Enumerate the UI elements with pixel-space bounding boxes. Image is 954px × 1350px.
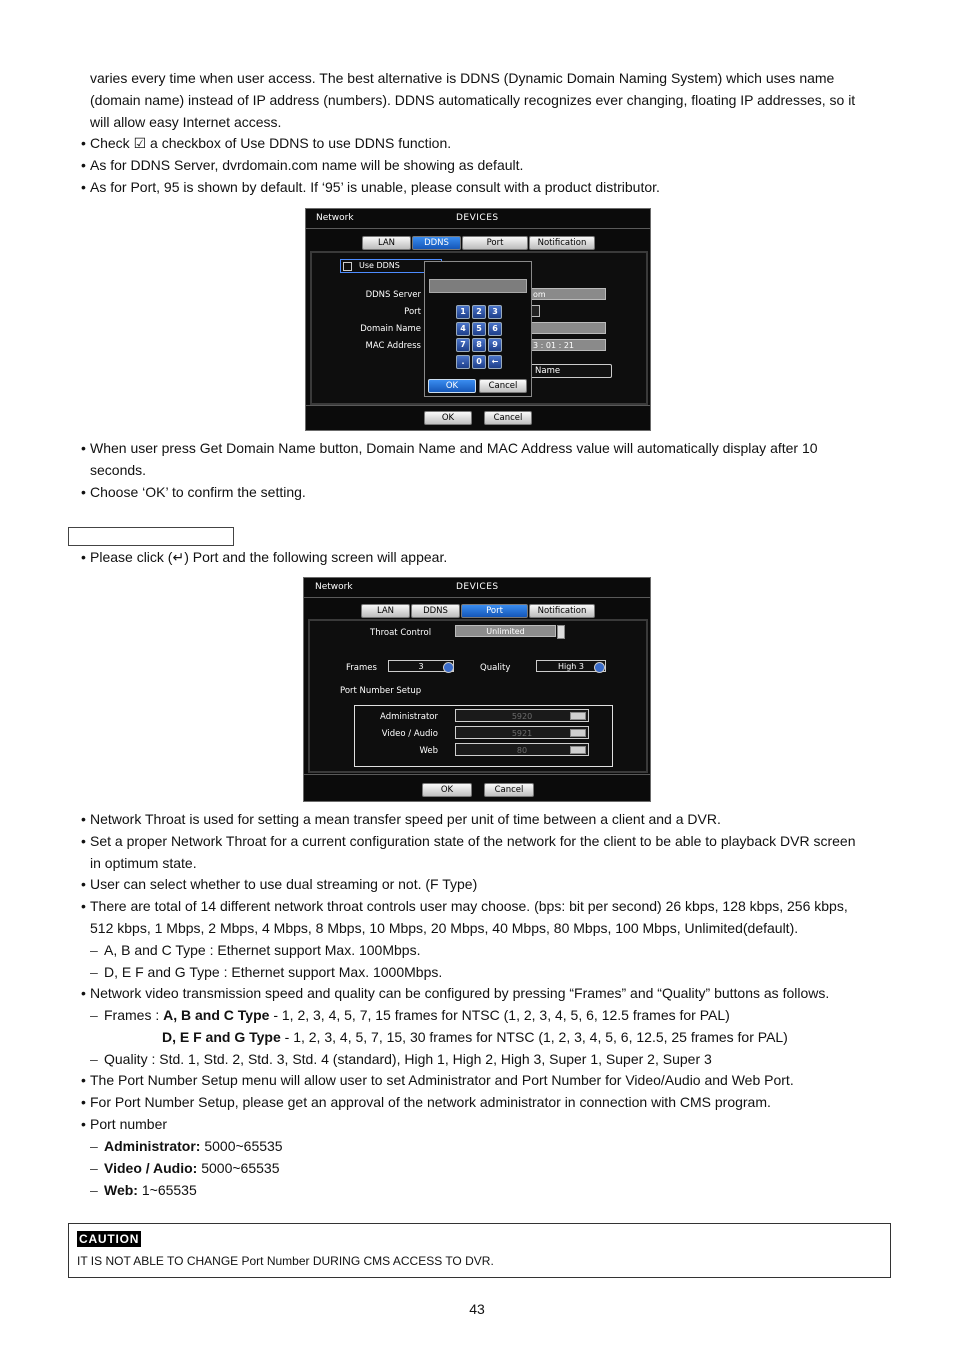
list-item: • Choose ‘OK’ to confirm the setting.	[81, 484, 306, 500]
cancel-button[interactable]: Cancel	[484, 783, 534, 797]
list-item: – Web: 1~65535	[90, 1182, 197, 1198]
list-item: D, E F and G Type - 1, 2, 3, 4, 5, 7, 15, 30 frames for NTSC (1, 2, 3, 4, 5, 6, 12.5, 25 frames for PAL)	[162, 1029, 788, 1045]
key-backspace[interactable]: ←	[488, 355, 502, 369]
list-item: • For Port Number Setup, please get an approval of the network administrator in connection with CMS program.	[81, 1094, 771, 1110]
tab-ddns[interactable]: DDNS	[412, 236, 461, 250]
list-item: – Video / Audio: 5000~65535	[90, 1160, 280, 1176]
list-item: • The Port Number Setup menu will allow user to set Administrator and Port Number for Video/Audio and Web Port.	[81, 1072, 794, 1088]
screen-title-network: Network	[315, 582, 353, 592]
mac-address-field: 3 : 01 : 21	[528, 339, 606, 351]
ddns-server-label: DDNS Server	[365, 290, 421, 300]
ok-button[interactable]: OK	[422, 783, 472, 797]
key-5[interactable]: 5	[472, 322, 486, 336]
keypad-ok-button[interactable]: OK	[428, 379, 476, 393]
list-item: • As for Port, 95 is shown by default. If ‘95’ is unable, please consult with a product distributor.	[81, 179, 660, 195]
virtual-keypad	[424, 261, 532, 397]
keyboard-icon[interactable]	[570, 746, 586, 754]
key-6[interactable]: 6	[488, 322, 502, 336]
port-screenshot	[303, 577, 651, 802]
tab-port[interactable]: Port	[461, 604, 528, 618]
key-9[interactable]: 9	[488, 338, 502, 352]
tab-notification[interactable]: Notification	[529, 604, 595, 618]
keyboard-icon[interactable]	[570, 729, 586, 737]
page-number: 43	[469, 1301, 485, 1317]
list-item: • Port number	[81, 1116, 168, 1132]
list-item: • There are total of 14 different network throat controls user may choose. (bps: bit per second) 26 kbps, 128 kbps, 256 kbps, 512 kbps, 1 Mbps, 2 Mbps, 4 Mbps, 8 Mbps, 10 Mbps, 20 Mbps, 40 Mbps, 80 Mbps, 100 Mbps, Unlimited(default).	[81, 898, 848, 936]
keypad-display	[429, 279, 527, 293]
key-dot[interactable]: .	[456, 355, 470, 369]
list-item: • Network video transmission speed and quality can be configured by pressing “Frames” and “Quality” buttons as follows.	[81, 985, 830, 1001]
key-8[interactable]: 8	[472, 338, 486, 352]
frames-field[interactable]: 3	[388, 660, 454, 672]
key-7[interactable]: 7	[456, 338, 470, 352]
video-audio-label: Video / Audio	[381, 729, 438, 739]
frames-label: Frames	[346, 663, 377, 673]
screen-title-devices: DEVICES	[456, 213, 499, 223]
key-3[interactable]: 3	[488, 305, 502, 319]
intro-line-1: varies every time when user access. The best alternative is DDNS (Dynamic Domain Naming System) which uses name	[90, 70, 835, 86]
ok-button[interactable]: OK	[424, 411, 472, 425]
list-item: • Please click (↵) Port and the following screen will appear.	[81, 549, 448, 565]
key-0[interactable]: 0	[472, 355, 486, 369]
refresh-icon[interactable]	[443, 662, 454, 673]
list-item: – Quality : Std. 1, Std. 2, Std. 3, Std. 4 (standard), High 1, High 2, High 3, Super 1, Super 2, Super 3	[90, 1051, 712, 1067]
mac-address-label: MAC Address	[365, 341, 421, 351]
ddns-screenshot	[305, 208, 651, 431]
use-ddns-label: Use DDNS	[359, 261, 400, 270]
list-item: – A, B and C Type : Ethernet support Max. 100Mbps.	[90, 942, 421, 958]
key-2[interactable]: 2	[472, 305, 486, 319]
list-item: • When user press Get Domain Name button, Domain Name and MAC Address value will automatically display after 10 seconds.	[81, 440, 818, 478]
intro-line-3: will allow easy Internet access.	[90, 114, 282, 130]
domain-name-label: Domain Name	[360, 324, 421, 334]
list-item: – D, E F and G Type : Ethernet support Max. 1000Mbps.	[90, 964, 443, 980]
ddns-server-field[interactable]: om	[528, 288, 606, 300]
caution-box	[68, 1223, 891, 1278]
tab-lan[interactable]: LAN	[362, 236, 411, 250]
caution-text: IT IS NOT ABLE TO CHANGE Port Number DURING CMS ACCESS TO DVR.	[77, 1254, 494, 1268]
throat-control-field[interactable]: Unlimited	[455, 625, 556, 637]
screen-title-devices: DEVICES	[456, 582, 499, 592]
web-port-field[interactable]: 80	[455, 743, 589, 756]
intro-line-2: (domain name) instead of IP address (numbers). DDNS automatically recognizes ever changing, floating IP addresses, so it	[90, 92, 856, 108]
port-label: Port	[404, 307, 421, 317]
throat-control-label: Throat Control	[370, 628, 432, 638]
caution-tag: CAUTION	[79, 1232, 140, 1246]
list-item: – Administrator: 5000~65535	[90, 1138, 283, 1154]
list-item: • Check ☑ a checkbox of Use DDNS to use DDNS function.	[81, 135, 452, 151]
administrator-label: Administrator	[380, 712, 438, 722]
domain-name-field[interactable]	[528, 322, 606, 334]
throat-spinner-icon[interactable]	[557, 625, 565, 639]
list-item: • Set a proper Network Throat for a current configuration state of the network for the client to be able to playback DVR screen in optimum state.	[81, 833, 856, 871]
video-audio-port-field[interactable]: 5921	[455, 726, 589, 739]
use-ddns-checkbox[interactable]	[343, 262, 352, 271]
key-4[interactable]: 4	[456, 322, 470, 336]
refresh-icon[interactable]	[594, 662, 605, 673]
list-item: • As for DDNS Server, dvrdomain.com name will be showing as default.	[81, 157, 524, 173]
administrator-port-field[interactable]: 5920	[455, 709, 589, 722]
key-1[interactable]: 1	[456, 305, 470, 319]
keypad-cancel-button[interactable]: Cancel	[479, 379, 527, 393]
screen-title-network: Network	[316, 213, 354, 223]
tab-port[interactable]: Port	[462, 236, 528, 250]
keyboard-icon[interactable]	[570, 712, 586, 720]
tab-ddns[interactable]: DDNS	[411, 604, 460, 618]
get-domain-name-button[interactable]: Name	[528, 364, 612, 378]
tab-lan[interactable]: LAN	[361, 604, 410, 618]
quality-label: Quality	[480, 663, 511, 673]
list-item: – Frames : A, B and C Type - 1, 2, 3, 4, 5, 7, 15 frames for NTSC (1, 2, 3, 4, 5, 6, 12.5 frames for PAL)	[90, 1007, 730, 1023]
web-label: Web	[419, 746, 438, 756]
cancel-button[interactable]: Cancel	[484, 411, 532, 425]
list-item: • User can select whether to use dual streaming or not. (F Type)	[81, 876, 478, 892]
port-number-setup-label: Port Number Setup	[340, 686, 422, 696]
section-heading-box	[68, 527, 234, 546]
list-item: • Network Throat is used for setting a mean transfer speed per unit of time between a client and a DVR.	[81, 811, 721, 827]
quality-field[interactable]: High 3	[536, 660, 606, 672]
tab-notification[interactable]: Notification	[529, 236, 595, 250]
